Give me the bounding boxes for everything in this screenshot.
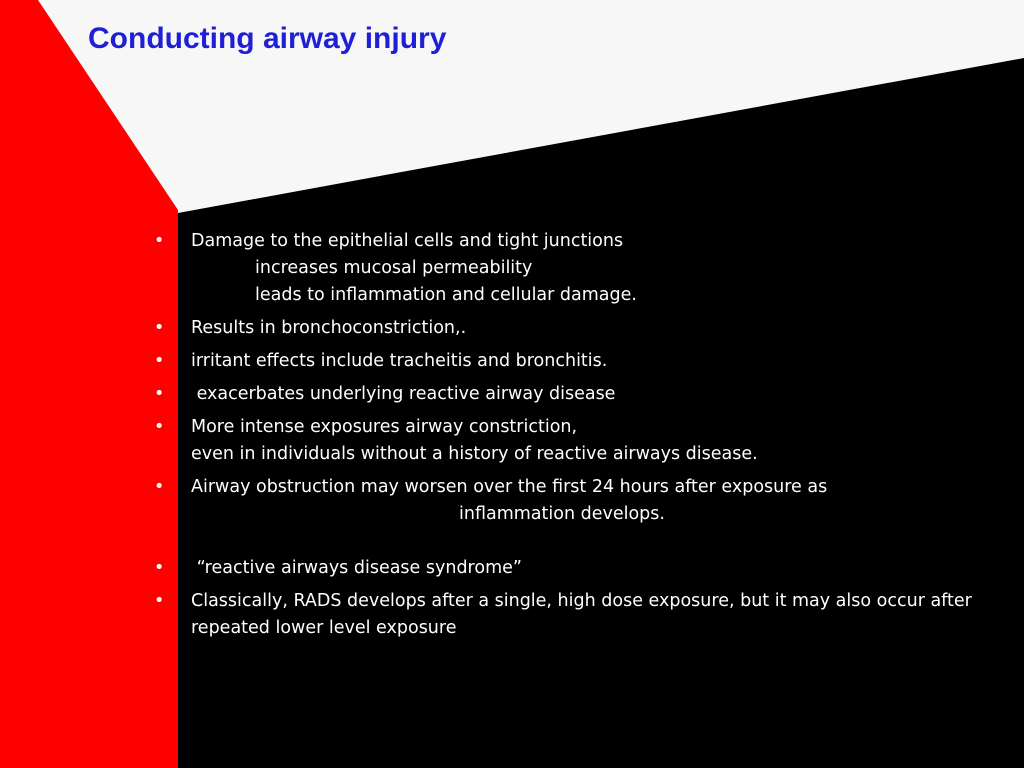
- bullet-item: [150, 414, 990, 468]
- bullet-text: increases mucosal permeability: [255, 258, 533, 278]
- slide-title: Conducting airway injury: [88, 22, 447, 55]
- bullet-marker: •: [154, 417, 165, 437]
- bullet-marker: •: [154, 351, 165, 371]
- bullet-marker: •: [154, 558, 165, 578]
- bullet-marker: •: [154, 318, 165, 338]
- bullet-marker: •: [154, 231, 165, 251]
- bullet-text: Damage to the epithelial cells and tight junctions: [191, 231, 624, 251]
- bullet-item: [150, 474, 990, 528]
- bullet-text: inflammation develops.: [459, 504, 665, 524]
- bullet-item: [150, 381, 990, 408]
- bullet-item: [150, 555, 990, 582]
- bullet-list: [150, 228, 990, 648]
- bullet-text: “reactive airways disease syndrome”: [191, 558, 522, 578]
- bullet-item: [150, 228, 990, 309]
- bullet-item: [150, 315, 990, 342]
- bullet-text: even in individuals without a history of reactive airways disease.: [191, 444, 758, 464]
- bullet-marker: •: [154, 591, 165, 611]
- bullet-text: More intense exposures airway constriction,: [191, 417, 578, 437]
- bullet-item: [150, 348, 990, 375]
- bullet-text: irritant effects include tracheitis and bronchitis.: [191, 351, 608, 371]
- bullet-marker: •: [154, 477, 165, 497]
- bullet-text: leads to inflammation and cellular damage.: [255, 285, 637, 305]
- bullet-text: Results in bronchoconstriction,.: [191, 318, 467, 338]
- bullet-text: exacerbates underlying reactive airway disease: [191, 384, 616, 404]
- bullet-marker: •: [154, 384, 165, 404]
- bullet-text: Airway obstruction may worsen over the first 24 hours after exposure as: [191, 477, 828, 497]
- bullet-item: [150, 588, 990, 642]
- bullet-text: Classically, RADS develops after a single, high dose exposure, but it may also occur after repeated lower level exposure: [191, 591, 972, 638]
